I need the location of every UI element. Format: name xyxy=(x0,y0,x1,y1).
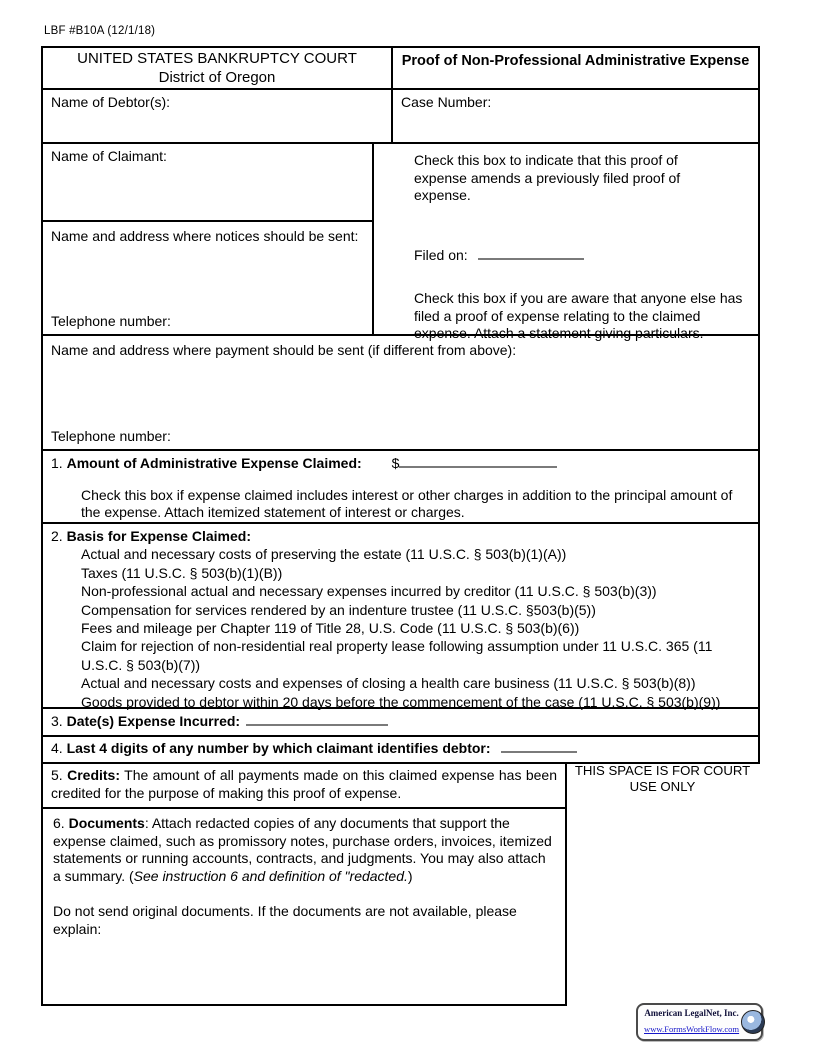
basis-item: Goods provided to debtor within 20 days before the commencement of the case (11 U.S.C. § 503(b)(9)) xyxy=(81,693,721,710)
basis-item: Taxes (11 U.S.C. § 503(b)(1)(B)) xyxy=(81,564,283,581)
section-6-note: Do not send original documents. If the documents are not available, please explain: xyxy=(53,903,517,937)
court-name-cell xyxy=(43,48,393,88)
amendment-cell xyxy=(374,144,758,341)
section-1-label: Amount of Administrative Expense Claimed: xyxy=(66,455,362,471)
last4-blank xyxy=(501,740,577,753)
section-5-credits xyxy=(43,764,565,809)
section-3-number: 3. xyxy=(51,713,63,729)
court-name: UNITED STATES BANKRUPTCY COURT xyxy=(77,50,357,67)
basis-item: Non-professional actual and necessary expenses incurred by creditor (11 U.S.C. § 503(b)(3)) xyxy=(81,583,657,600)
section-1-amount xyxy=(43,449,758,522)
debtor-case-row xyxy=(43,88,758,142)
filed-on-line xyxy=(414,247,744,265)
case-number-label: Case Number: xyxy=(401,94,492,110)
form-table xyxy=(41,46,760,764)
payment-address-cell xyxy=(43,334,758,449)
globe-icon xyxy=(741,1010,765,1034)
formsworkflow-link[interactable]: www.FormsWorkFlow.com xyxy=(644,1023,740,1034)
section-3-dates xyxy=(43,707,758,735)
section-6-italic-note: See instruction 6 and definition of "redacted. xyxy=(133,867,408,884)
section-2-number: 2. xyxy=(51,528,63,544)
notices-address-label: Name and address where notices should be sent: xyxy=(51,228,359,244)
section-2-heading xyxy=(51,527,750,545)
section-6-paragraph xyxy=(53,815,555,885)
section-1-number: 1. xyxy=(51,455,63,471)
legalnet-logo-text xyxy=(644,1008,739,1037)
claimant-name-cell xyxy=(43,144,372,222)
form-id-label: LBF #B10A (12/1/18) xyxy=(44,25,156,37)
claimant-name-label: Name of Claimant: xyxy=(51,148,167,164)
sections-5-6-box xyxy=(41,764,567,1006)
section-2-basis xyxy=(43,522,758,710)
section-1-heading xyxy=(51,455,750,473)
debtor-name-label: Name of Debtor(s): xyxy=(51,94,171,110)
aware-checkbox-text: Check this box if you are aware that anyone else has filed a proof of expense relating to the claimed expense. Attach a statement giving particulars. xyxy=(414,290,743,341)
amount-blank xyxy=(399,455,557,468)
section-4-last4 xyxy=(43,735,758,762)
basis-item: Fees and mileage per Chapter 119 of Title 28, U.S. Code (11 U.S.C. § 503(b)(6)) xyxy=(81,620,580,637)
dates-blank xyxy=(246,713,388,726)
section-4-number: 4. xyxy=(51,740,63,756)
section-6-text: : Attach redacted copies of any documents that support the expense claimed, such as promissory notes, purchase orders, invoices, itemized statements or running accounts, contracts, and judgments. You may also attach a summary. ( xyxy=(53,815,552,884)
section-5-number: 5. xyxy=(51,767,63,783)
telephone-label: Telephone number: xyxy=(51,312,171,329)
filed-on-label: Filed on: xyxy=(414,246,468,263)
basis-item: Compensation for services rendered by an indenture trustee (11 U.S.C. §503(b)(5)) xyxy=(81,601,596,618)
legalnet-logo xyxy=(636,1003,763,1041)
section-4-label: Last 4 digits of any number by which claimant identifies debtor: xyxy=(66,740,491,756)
case-number-cell xyxy=(393,90,758,142)
telephone-label-2: Telephone number: xyxy=(51,427,171,444)
section-5-label: Credits: xyxy=(67,767,120,783)
form-title: Proof of Non-Professional Administrative Expense xyxy=(401,53,750,69)
filed-on-blank xyxy=(478,247,584,260)
section-5-text: The amount of all payments made on this claimed expense has been credited for the purpose of making this proof of expense. xyxy=(51,767,558,801)
form-title-cell xyxy=(393,48,758,88)
court-use-label: THIS SPACE IS FOR COURT USE ONLY xyxy=(574,763,751,794)
claimant-column xyxy=(43,144,374,334)
amends-checkbox-text: Check this box to indicate that this proof of expense amends a previously filed proof of expense. xyxy=(414,152,681,203)
section-6-number: 6. xyxy=(53,815,65,831)
currency-symbol: $ xyxy=(391,455,400,471)
basis-item: Claim for rejection of non-residential real property lease following assumption under 11 U.S.C. 365 (11 U.S.C. § 503(b)(7)) xyxy=(81,638,713,673)
claimant-amendment-row xyxy=(43,142,758,341)
section-6-close-paren: ) xyxy=(407,867,413,884)
legalnet-company-name: American LegalNet, Inc. xyxy=(644,1007,739,1018)
section-3-label: Date(s) Expense Incurred: xyxy=(66,713,241,729)
section-6-label: Documents xyxy=(68,815,145,831)
basis-item: Actual and necessary costs of preserving the estate (11 U.S.C. § 503(b)(1)(A)) xyxy=(81,546,567,563)
court-district: District of Oregon xyxy=(158,68,276,86)
interest-checkbox-text: Check this box if expense claimed includes interest or other charges in addition to the principal amount of the expense. Attach itemized statement of interest or charges. xyxy=(81,486,733,520)
payment-address-label: Name and address where payment should be sent (if different from above): xyxy=(51,342,517,358)
section-6-documents xyxy=(43,809,565,1004)
debtor-name-cell xyxy=(43,90,393,142)
basis-item: Actual and necessary costs and expenses of closing a health care business (11 U.S.C. § 503(b)(8)) xyxy=(81,675,696,692)
notices-address-cell xyxy=(43,222,372,334)
header-row xyxy=(43,48,758,88)
section-2-label: Basis for Expense Claimed: xyxy=(66,528,251,544)
